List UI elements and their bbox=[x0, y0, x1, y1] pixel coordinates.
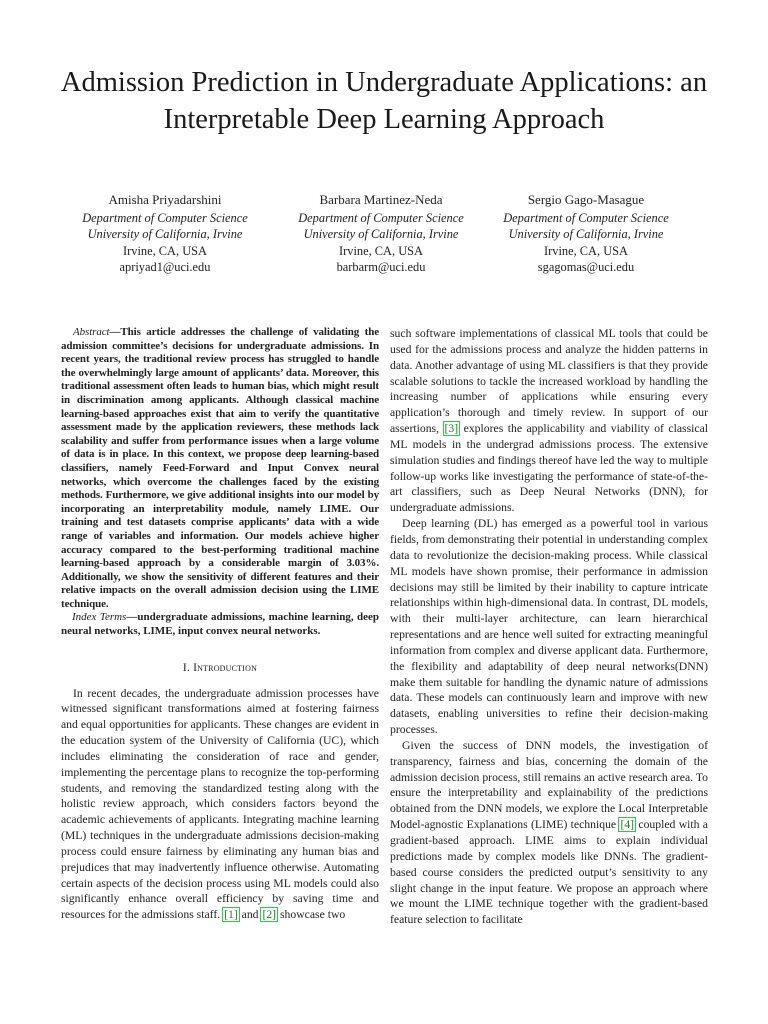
author-email: barbarm@uci.edu bbox=[336, 259, 426, 274]
citation-link[interactable]: [4] bbox=[620, 818, 635, 832]
citation-link[interactable]: [1] bbox=[224, 908, 238, 922]
author-university: University of California, Irvine bbox=[303, 227, 459, 242]
right-column bbox=[390, 326, 708, 928]
intro-paragraph-1 bbox=[61, 686, 379, 924]
paragraph-text: explores the applicability and viability of classical ML models in the undergrad admissions process. The extensive simulation studies and findings thereof have led the way to multiple follow-up works like investigating the performance of state-of-the-art classifiers, such as Deep Neural Networks (DNN), for undergraduate admissions. bbox=[390, 422, 709, 515]
paragraph-text: such software implementations of classical ML tools that could be used for the admissions process and analyze the hidden patterns in data. Another advantage of using ML classifiers is that they provide scalable solutions to tackle the increased workload by handling the increasing number of applications while ensuring every application’s thorough and timely review. In support of our assertions, bbox=[390, 327, 708, 436]
author-name: Sergio Gago-Masague bbox=[527, 192, 645, 207]
abstract-text: —This article addresses the challenge of validating the admission committee’s decisions for undergraduate admissions. In recent years, the traditional review process has struggled to handle the overwhelmingly large amount of applicants’ data. Moreover, this traditional assessment often leads to human bias, which might result in discrimination among applicants. Although classical machine learning-based approaches exist that aim to verify the quantitative assessment made by the application reviewers, these methods lack scalability and suffer from performance issues when a large volume of data is in place. In this context, we propose deep learning-based classifiers, namely Feed-Forward and Input Convex neural networks, which overcome the challenges faced by the existing methods. Furthermore, we give additional insights into our model by incorporating an interpretability module, namely LIME. Our training and test datasets comprise applicants’ data with a wide range of variables and information. Our models achieve higher accuracy compared to the best-performing traditional machine learning-based approach by a considerable margin of 3.03%. Additionally, we show the sensitivity of different features and their relative impacts on the overall admission decision using the LIME technique. bbox=[61, 326, 379, 610]
paper-title: Admission Prediction in Undergraduate Applications: an Interpretable Deep Learning Approach bbox=[60, 67, 708, 135]
author-email: sgagomas@uci.edu bbox=[537, 259, 635, 274]
left-column bbox=[61, 326, 379, 923]
paragraph-text: showcase two bbox=[277, 908, 346, 922]
author-location: Irvine, CA, USA bbox=[123, 243, 207, 258]
author-department: Department of Computer Science bbox=[82, 211, 248, 226]
author-block-3 bbox=[481, 192, 691, 275]
author-university: University of California, Irvine bbox=[508, 227, 664, 242]
author-name: Barbara Martinez-Neda bbox=[319, 192, 443, 207]
abstract-label: Abstract bbox=[73, 326, 110, 338]
citation-link[interactable]: [2] bbox=[262, 908, 277, 922]
intro-paragraph-3 bbox=[390, 738, 708, 928]
author-location: Irvine, CA, USA bbox=[544, 243, 628, 258]
author-email: apriyad1@uci.edu bbox=[119, 259, 211, 274]
index-terms-text: —undergraduate admissions, machine learning, deep neural networks, LIME, input convex neural networks. bbox=[61, 611, 379, 638]
author-block-2 bbox=[276, 192, 486, 275]
section-number: I. bbox=[182, 661, 190, 674]
author-department: Department of Computer Science bbox=[298, 211, 464, 226]
citation-link[interactable]: [3] bbox=[444, 422, 459, 436]
author-university: University of California, Irvine bbox=[87, 227, 243, 242]
section-title: Introduction bbox=[193, 661, 258, 674]
intro-paragraph-1-continued bbox=[390, 326, 708, 516]
paragraph-text: and bbox=[238, 908, 262, 922]
author-department: Department of Computer Science bbox=[503, 211, 669, 226]
paragraph-text: In recent decades, the undergraduate admission processes have witnessed significant transformations aimed at fostering fairness and equal opportunities for applicants. These changes are evident in the education system of the University of California (UC), which includes eliminating the consideration of race and gender, implementing the percentage plans to recognize the top-performing students, and removing the standardized testing along with the holistic review approach, which considers factors beyond the academic achievements of applicants. Integrating machine learning (ML) techniques in the undergraduate admissions decision-making process could ensure fairness by eliminating any human bias and prejudices that may inadvertently influence otherwise. Automating certain aspects of the decision process using ML models could also significantly enhance overall efficiency by saving time and resources for the admissions staff. bbox=[61, 686, 379, 922]
author-name: Amisha Priyadarshini bbox=[108, 192, 222, 207]
paragraph-text: Given the success of DNN models, the investigation of transparency, fairness and bias, concerning the domain of the admission decision process, still remains an active research area. To ensure the interpretability and explainability of the predictions obtained from the DNN models, we explore the Local Interpretable Model-agnostic Explanations (LIME) technique bbox=[390, 738, 708, 832]
author-block-1 bbox=[60, 192, 270, 275]
author-location: Irvine, CA, USA bbox=[339, 243, 423, 258]
index-terms bbox=[61, 611, 379, 638]
index-terms-label: Index Terms bbox=[72, 611, 127, 624]
section-heading bbox=[61, 661, 379, 677]
paragraph-text: coupled with a gradient-based approach. LIME aims to explain individual predictions made by complex models like DNNs. The gradient-based course considers the predicted output’s sensitivity to any slight change in the input feature. We propose an approach where we mount the LIME technique together with the gradient-based feature selection to facilitate bbox=[390, 818, 708, 927]
intro-paragraph-2: Deep learning (DL) has emerged as a powerful tool in various fields, from demonstrating their potential in understanding complex data to revolutionize the decision-making process. While classical ML models have shown promise, their performance in admission decisions may still be limited by their inability to capture intricate relationships within high-dimensional data. In contrast, DL models, with their multi-layer architecture, can learn hierarchical representations and are hence well suited for extracting meaningful information from complex and diverse applicant data. Furthermore, the flexibility and adaptability of deep neural networks(DNN) make them suitable for handling the dynamic nature of admissions data. These models can continuously learn and improve with new datasets, enabling universities to refine their decision-making processes. bbox=[390, 517, 708, 737]
abstract bbox=[61, 326, 379, 611]
